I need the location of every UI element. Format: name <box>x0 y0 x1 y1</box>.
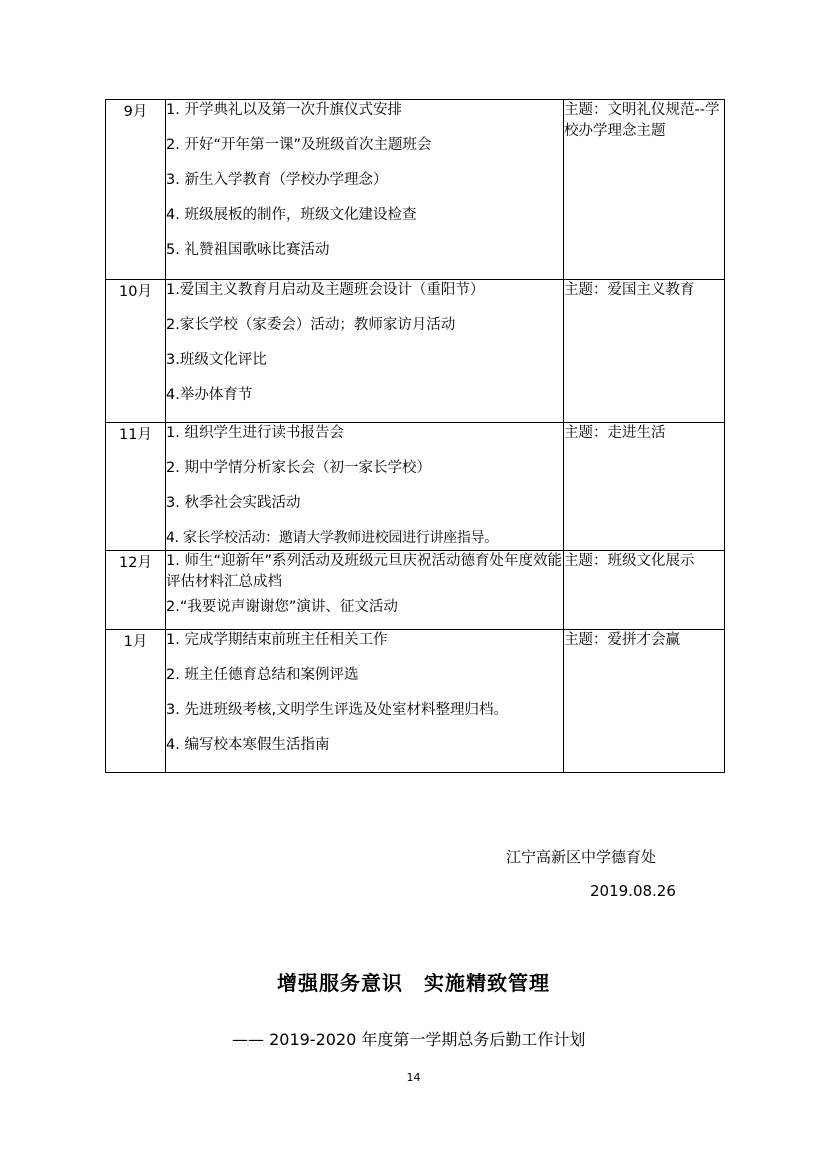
activity-plan-table <box>105 99 725 773</box>
list-item: 3. 秋季社会实践活动 <box>166 495 301 511</box>
list-item: 1. 开学典礼以及第一次升旗仪式安排 <box>166 102 402 118</box>
theme-cell: 主题：爱国主义教育 <box>564 280 725 423</box>
list-item: 2. 期中学情分析家长会（初一家长学校） <box>166 460 431 476</box>
list-item: 1.爱国主义教育月启动及主题班会设计（重阳节） <box>166 282 485 298</box>
month-cell: 10月 <box>106 280 166 423</box>
list-item: 1. 师生“迎新年”系列活动及班级元旦庆祝活动德育处年度效能评估材料汇总成档 <box>166 553 562 590</box>
list-item: 5. 礼赞祖国歌咏比赛活动 <box>166 242 330 258</box>
month-cell: 12月 <box>106 551 166 630</box>
list-item: 1. 完成学期结束前班主任相关工作 <box>166 632 388 648</box>
items-cell <box>166 551 564 630</box>
table-row <box>106 630 725 773</box>
theme-cell: 主题：走进生活 <box>564 423 725 551</box>
list-item: 4. 家长学校活动：邀请大学教师进校园进行讲座指导。 <box>166 530 499 546</box>
section-subtitle: —— 2019-2020 年度第一学期总务后勤工作计划 <box>232 1030 586 1049</box>
theme-cell: 主题：爱拼才会赢 <box>564 630 725 773</box>
list-item: 3. 新生入学教育（学校办学理念） <box>166 172 388 188</box>
theme-cell: 主题：班级文化展示 <box>564 551 725 630</box>
items-cell <box>166 280 564 423</box>
list-item: 2. 班主任德育总结和案例评选 <box>166 667 359 683</box>
list-item: 4. 编写校本寒假生活指南 <box>166 737 330 753</box>
section-title: 增强服务意识 实施精致管理 <box>277 971 550 995</box>
list-item: 3.班级文化评比 <box>166 352 267 368</box>
signature-date: 2019.08.26 <box>590 882 676 900</box>
items-cell <box>166 100 564 280</box>
items-cell <box>166 423 564 551</box>
signature-organization: 江宁高新区中学德育处 <box>506 848 657 866</box>
list-item: 3. 先进班级考核,文明学生评选及处室材料整理归档。 <box>166 702 509 718</box>
month-cell: 11月 <box>106 423 166 551</box>
table-row <box>106 551 725 630</box>
list-item: 2.家长学校（家委会）活动；教师家访月活动 <box>166 317 456 333</box>
list-item: 2. 开好“开年第一课”及班级首次主题班会 <box>166 137 432 153</box>
list-item: 2.“我要说声谢谢您”演讲、征文活动 <box>166 599 398 615</box>
table-row <box>106 280 725 423</box>
theme-cell: 主题：文明礼仪规范--学校办学理念主题 <box>564 100 725 280</box>
page-number: 14 <box>406 1071 421 1084</box>
list-item: 4. 班级展板的制作，班级文化建设检查 <box>166 207 417 223</box>
month-cell: 1月 <box>106 630 166 773</box>
list-item: 4.举办体育节 <box>166 387 253 403</box>
list-item: 1. 组织学生进行读书报告会 <box>166 425 344 441</box>
items-cell <box>166 630 564 773</box>
table-row <box>106 423 725 551</box>
table-row <box>106 100 725 280</box>
month-cell: 9月 <box>106 100 166 280</box>
